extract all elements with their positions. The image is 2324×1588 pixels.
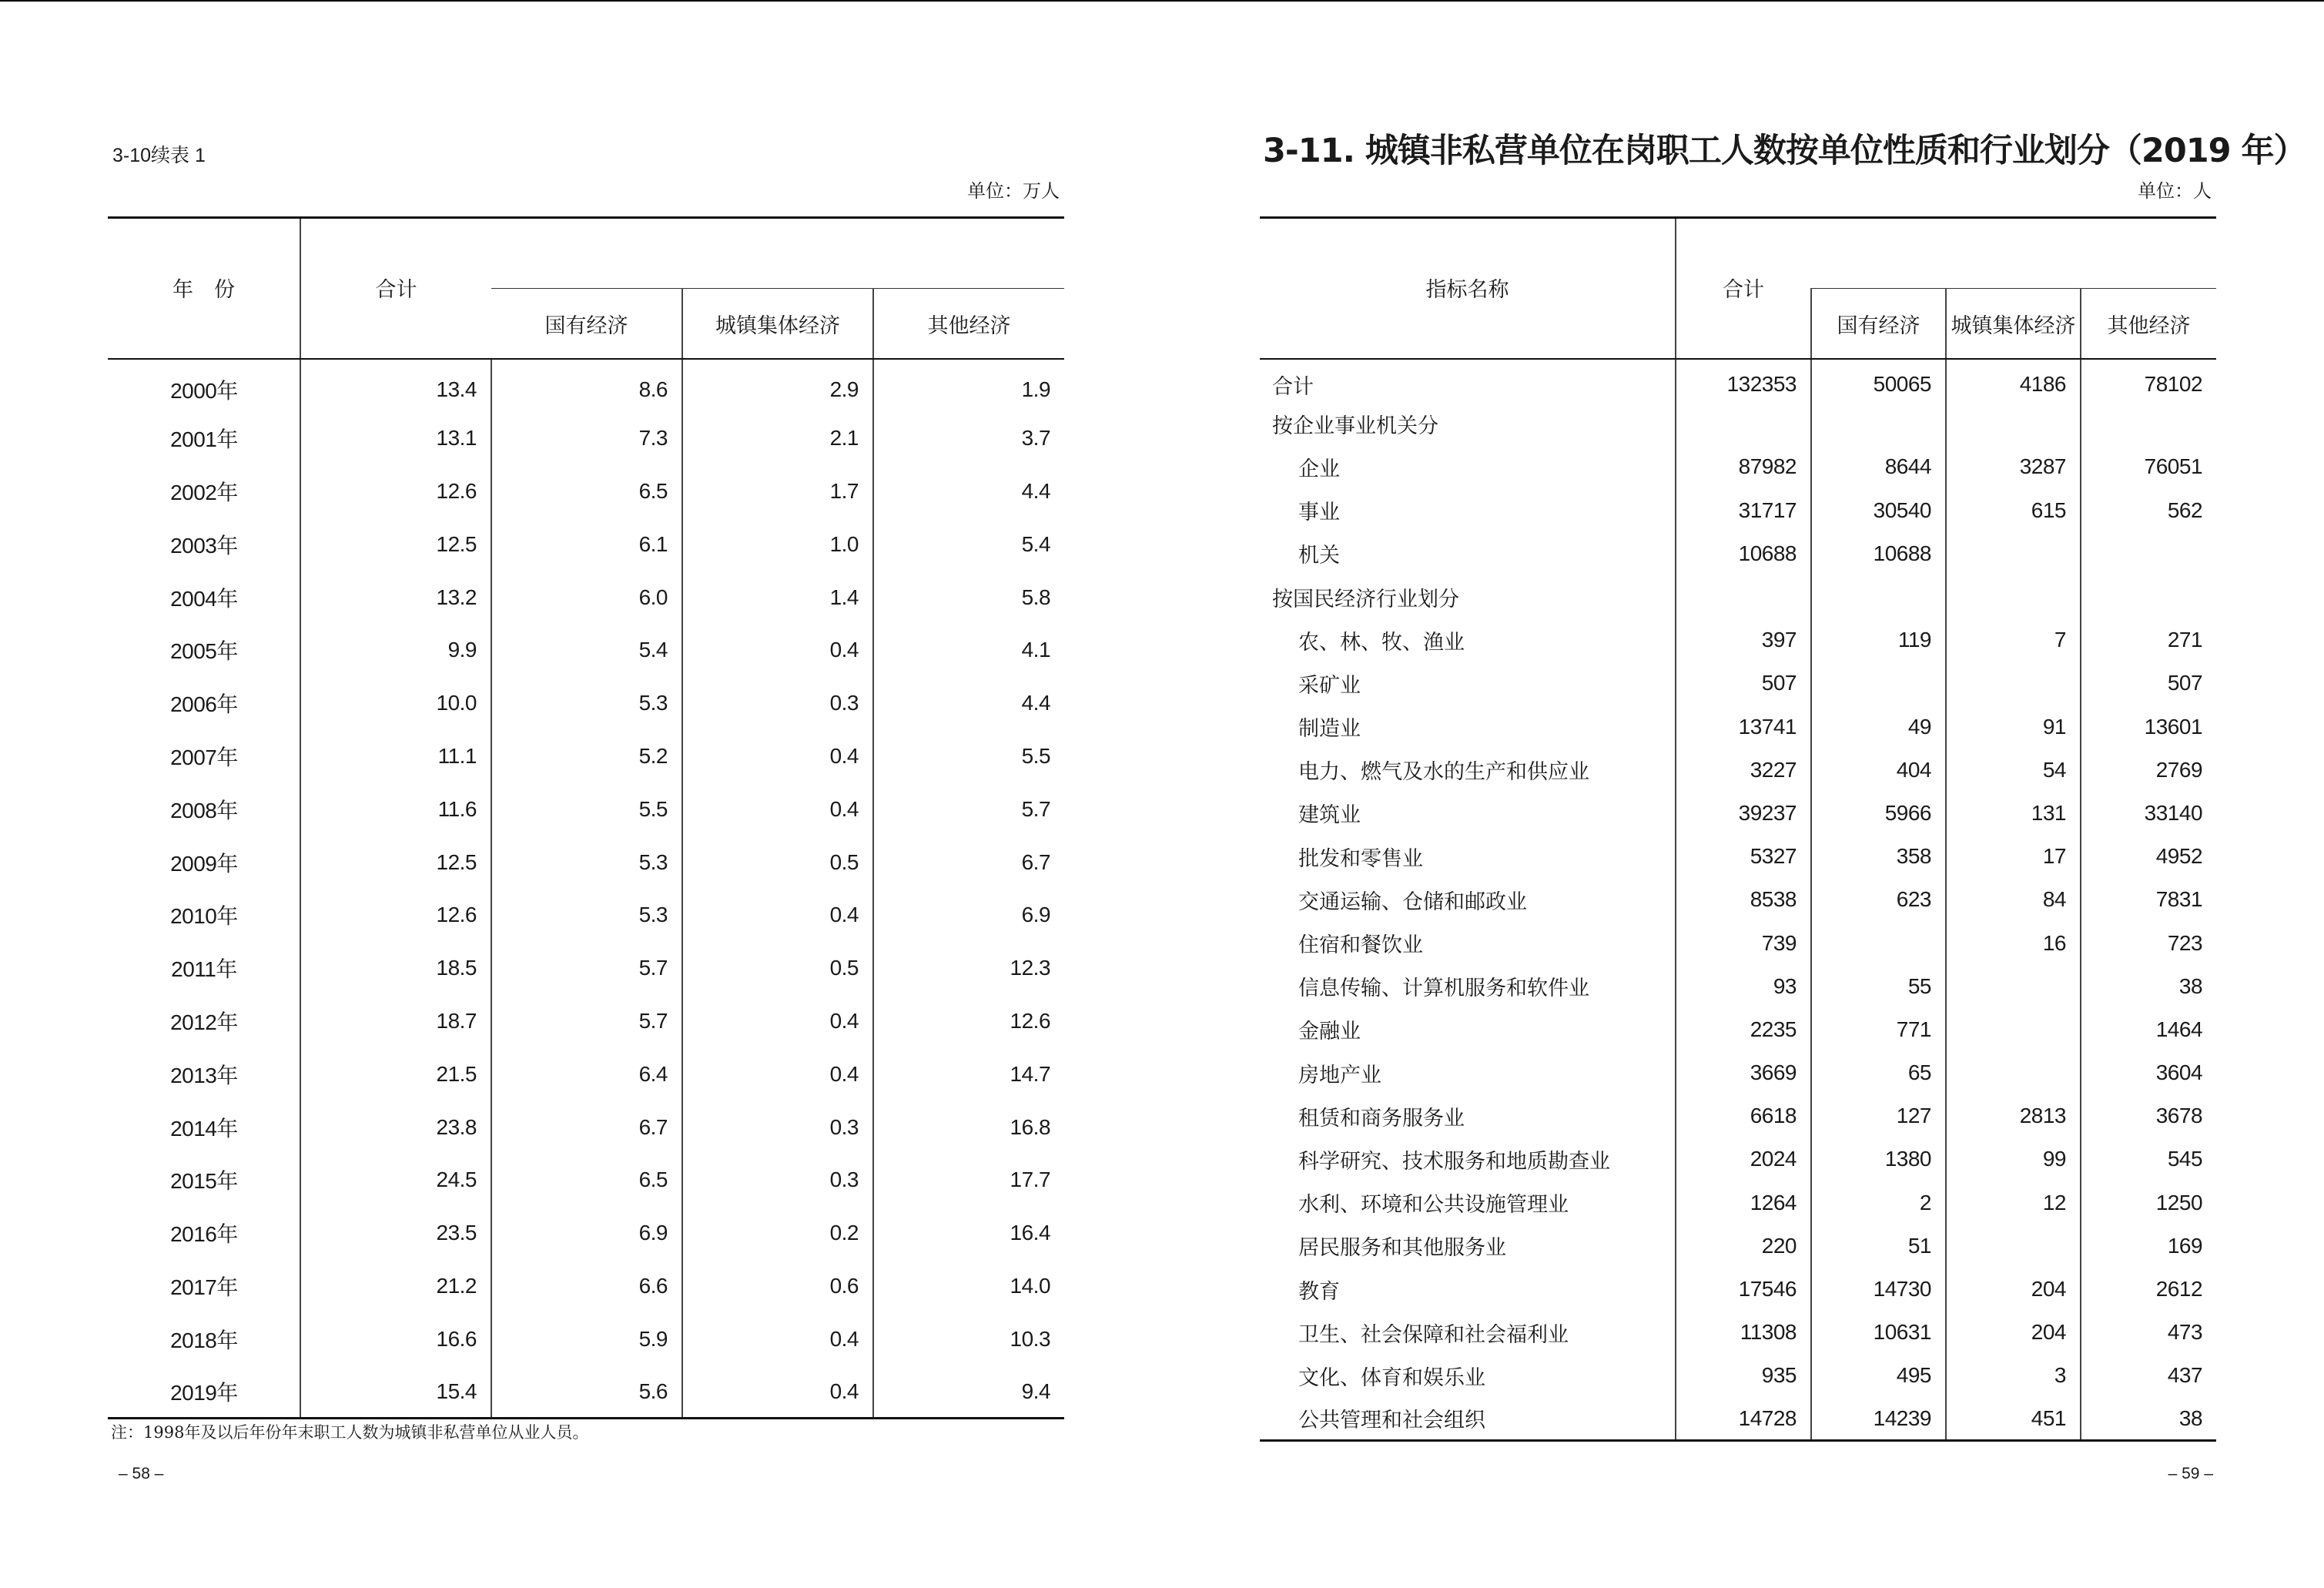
indicator-name-cell: 批发和零售业 [1298,846,1423,871]
total-cell: 39237 [1676,792,1811,835]
other-cell: 3.7 [873,412,1064,465]
other-cell: 1.9 [873,359,1064,412]
total-cell: 11.1 [300,730,491,783]
state-cell: 5.9 [491,1312,682,1365]
other-cell [2081,575,2216,618]
other-cell [2081,402,2216,445]
table-subtitle: 3-10续表 1 [112,145,206,166]
indicator-name-cell: 公共管理和社会组织 [1298,1409,1485,1433]
other-cell: 545 [2081,1137,2216,1181]
table-row [108,1207,1064,1260]
table-row [1260,359,2216,402]
total-cell: 1264 [1676,1181,1811,1225]
table-row [108,1047,1064,1101]
left-table-body [108,359,1064,1419]
state-cell: 2 [1811,1181,1946,1225]
year-cell: 2010年 [170,904,238,929]
indicator-name-cell: 企业 [1298,457,1340,481]
indicator-name-cell: 按国民经济行业划分 [1272,587,1459,611]
year-cell: 2005年 [170,639,238,664]
state-cell: 49 [1811,705,1946,749]
state-cell: 5.7 [491,995,682,1048]
total-cell: 13.1 [300,412,491,465]
state-cell: 623 [1811,878,1946,921]
collective-cell [1946,1008,2081,1051]
collective-cell: 17 [1946,835,2081,878]
table-row [1260,1181,2216,1225]
year-cell: 2013年 [170,1063,238,1087]
indicator-name-cell: 农、林、牧、渔业 [1298,630,1465,655]
total-cell: 2024 [1676,1137,1811,1181]
collective-cell [1946,965,2081,1008]
collective-cell [1946,575,2081,618]
unit-label: 单位：万人 [967,180,1060,202]
state-cell: 6.5 [491,1154,682,1207]
collective-cell: 91 [1946,705,2081,749]
collective-cell: 0.4 [682,1365,873,1419]
other-cell: 1464 [2081,1008,2216,1051]
state-cell: 495 [1811,1354,1946,1397]
state-cell: 1380 [1811,1137,1946,1181]
year-cell: 2000年 [170,379,238,404]
collective-cell: 0.3 [682,677,873,730]
state-cell: 358 [1811,835,1946,878]
state-cell: 50065 [1811,359,1946,402]
collective-cell: 3287 [1946,445,2081,488]
collective-cell: 2.9 [682,359,873,412]
year-cell: 2019年 [170,1380,238,1405]
header-total: 合计 [300,218,491,360]
collective-cell [1946,1051,2081,1094]
table-row [108,1260,1064,1313]
table-row [1260,878,2216,921]
collective-cell: 0.4 [682,995,873,1048]
table-row [108,571,1064,624]
state-cell: 6.5 [491,465,682,518]
state-cell: 6.7 [491,1101,682,1154]
state-cell: 5966 [1811,792,1946,835]
other-cell: 78102 [2081,359,2216,402]
other-cell: 1250 [2081,1181,2216,1225]
other-cell: 169 [2081,1225,2216,1268]
indicator-name-cell: 信息传输、计算机服务和软件业 [1298,977,1589,1001]
table-row [1260,1094,2216,1137]
collective-cell [1946,662,2081,705]
table-row [1260,575,2216,618]
collective-cell: 131 [1946,792,2081,835]
other-cell: 33140 [2081,792,2216,835]
other-cell: 16.4 [873,1207,1064,1260]
table-row [1260,402,2216,445]
total-cell: 397 [1676,618,1811,662]
table-row [1260,1311,2216,1354]
total-cell: 15.4 [300,1365,491,1419]
collective-cell: 0.4 [682,624,873,677]
state-cell: 771 [1811,1008,1946,1051]
state-cell: 5.6 [491,1365,682,1419]
header-total-right: 合计 [1676,218,1811,360]
indicator-name-cell: 建筑业 [1298,803,1361,828]
header-other-right: 其他经济 [2081,289,2216,360]
other-cell: 2612 [2081,1268,2216,1311]
table-row [1260,1008,2216,1051]
footnote: 注：1998年及以后年份年末职工人数为城镇非私营单位从业人员。 [111,1423,589,1442]
other-cell: 5.4 [873,518,1064,571]
total-cell: 11.6 [300,782,491,836]
table-row [108,359,1064,412]
collective-cell: 0.3 [682,1101,873,1154]
total-cell: 12.5 [300,518,491,571]
collective-cell: 12 [1946,1181,2081,1225]
state-cell: 10631 [1811,1311,1946,1354]
state-cell [1811,575,1946,618]
table-row [108,412,1064,465]
total-cell: 13.4 [300,359,491,412]
employment-by-year-table [108,216,1064,1419]
total-cell: 18.7 [300,995,491,1048]
collective-cell: 99 [1946,1137,2081,1181]
table-row [1260,965,2216,1008]
total-cell: 8538 [1676,878,1811,921]
indicator-name-cell: 金融业 [1298,1020,1361,1044]
year-cell: 2009年 [170,851,238,876]
total-cell: 3227 [1676,749,1811,792]
other-cell: 7831 [2081,878,2216,921]
table-row [1260,921,2216,964]
total-cell: 10.0 [300,677,491,730]
total-cell: 13.2 [300,571,491,624]
employment-by-industry-table [1260,216,2216,1442]
other-cell: 437 [2081,1354,2216,1397]
collective-cell: 0.4 [682,889,873,942]
table-row [108,782,1064,836]
table-row [1260,662,2216,705]
header-spacer [491,218,1064,289]
state-cell [1811,921,1946,964]
state-cell [1811,402,1946,445]
collective-cell: 204 [1946,1268,2081,1311]
other-cell: 562 [2081,489,2216,532]
table-row [108,624,1064,677]
state-cell: 30540 [1811,489,1946,532]
collective-cell [1946,402,2081,445]
total-cell: 9.9 [300,624,491,677]
state-cell: 127 [1811,1094,1946,1137]
table-row [1260,792,2216,835]
year-cell: 2001年 [170,427,238,452]
total-cell: 739 [1676,921,1811,964]
table-row [1260,1268,2216,1311]
table-row [1260,705,2216,749]
year-cell: 2017年 [170,1275,238,1299]
collective-cell: 2813 [1946,1094,2081,1137]
indicator-name-cell: 采矿业 [1298,673,1361,698]
collective-cell: 615 [1946,489,2081,532]
other-cell: 3604 [2081,1051,2216,1094]
other-cell: 4.1 [873,624,1064,677]
total-cell: 2235 [1676,1008,1811,1051]
collective-cell: 451 [1946,1398,2081,1441]
state-cell: 10688 [1811,532,1946,575]
table-row [108,889,1064,942]
total-cell [1676,575,1811,618]
state-cell: 5.4 [491,624,682,677]
year-cell: 2014年 [170,1116,238,1141]
indicator-name-cell: 租赁和商务服务业 [1298,1106,1465,1131]
state-cell: 5.2 [491,730,682,783]
state-cell: 65 [1811,1051,1946,1094]
state-cell: 55 [1811,965,1946,1008]
page-number-right: – 59 – [2168,1465,2213,1482]
table-row [1260,1051,2216,1094]
unit-label-right: 单位：人 [2138,180,2212,202]
total-cell: 132353 [1676,359,1811,402]
collective-cell: 1.0 [682,518,873,571]
indicator-name-cell: 住宿和餐饮业 [1298,933,1423,958]
state-cell [1811,662,1946,705]
indicator-name-cell: 科学研究、技术服务和地质勘查业 [1298,1149,1610,1174]
other-cell: 38 [2081,1398,2216,1441]
other-cell: 4952 [2081,835,2216,878]
state-cell: 6.4 [491,1047,682,1101]
state-cell: 6.6 [491,1260,682,1313]
other-cell: 473 [2081,1311,2216,1354]
table-row [1260,1225,2216,1268]
total-cell [1676,402,1811,445]
other-cell: 17.7 [873,1154,1064,1207]
other-cell: 5.5 [873,730,1064,783]
state-cell: 5.3 [491,677,682,730]
year-cell: 2007年 [170,745,238,769]
header-spacer-right [1811,218,2216,289]
table-row [1260,1137,2216,1181]
total-cell: 12.6 [300,889,491,942]
year-cell: 2008年 [170,798,238,822]
collective-cell: 7 [1946,618,2081,662]
indicator-name-cell: 事业 [1298,501,1340,525]
indicator-name-cell: 制造业 [1298,717,1361,742]
other-cell: 14.0 [873,1260,1064,1313]
table-row [108,836,1064,889]
indicator-name-cell: 电力、燃气及水的生产和供应业 [1298,760,1589,785]
table-row [108,677,1064,730]
collective-cell: 0.4 [682,730,873,783]
collective-cell: 2.1 [682,412,873,465]
total-cell: 87982 [1676,445,1811,488]
table-row [1260,618,2216,662]
table-row [108,1101,1064,1154]
total-cell: 17546 [1676,1268,1811,1311]
table-row [108,1365,1064,1419]
total-cell: 18.5 [300,942,491,995]
other-cell: 6.7 [873,836,1064,889]
other-cell: 14.7 [873,1047,1064,1101]
state-cell: 119 [1811,618,1946,662]
other-cell: 4.4 [873,465,1064,518]
other-cell: 271 [2081,618,2216,662]
other-cell: 5.7 [873,782,1064,836]
indicator-name-cell: 合计 [1272,374,1314,399]
state-cell: 14730 [1811,1268,1946,1311]
indicator-name-cell: 机关 [1298,544,1340,568]
state-cell: 5.5 [491,782,682,836]
total-cell: 16.6 [300,1312,491,1365]
collective-cell: 0.4 [682,782,873,836]
table-row [108,465,1064,518]
header-collective: 城镇集体经济 [682,289,873,360]
total-cell: 13741 [1676,705,1811,749]
state-cell: 5.3 [491,836,682,889]
other-cell: 38 [2081,965,2216,1008]
other-cell: 507 [2081,662,2216,705]
year-cell: 2011年 [171,957,237,982]
total-cell: 220 [1676,1225,1811,1268]
table-row [108,730,1064,783]
total-cell: 935 [1676,1354,1811,1397]
table-row [1260,445,2216,488]
collective-cell: 0.5 [682,942,873,995]
collective-cell: 1.7 [682,465,873,518]
other-cell: 723 [2081,921,2216,964]
total-cell: 24.5 [300,1154,491,1207]
total-cell: 93 [1676,965,1811,1008]
state-cell: 5.7 [491,942,682,995]
state-cell: 8.6 [491,359,682,412]
header-collective-right: 城镇集体经济 [1946,289,2081,360]
state-cell: 6.9 [491,1207,682,1260]
table-row [108,942,1064,995]
collective-cell: 54 [1946,749,2081,792]
other-cell: 76051 [2081,445,2216,488]
table-row [1260,1354,2216,1397]
total-cell: 11308 [1676,1311,1811,1354]
year-cell: 2004年 [170,586,238,611]
collective-cell: 0.4 [682,1047,873,1101]
total-cell: 31717 [1676,489,1811,532]
year-cell: 2018年 [170,1328,238,1352]
collective-cell: 0.4 [682,1312,873,1365]
total-cell: 507 [1676,662,1811,705]
other-cell: 12.6 [873,995,1064,1048]
state-cell: 14239 [1811,1398,1946,1441]
indicator-name-cell: 居民服务和其他服务业 [1298,1236,1506,1261]
indicator-name-cell: 按企业事业机关分 [1272,414,1438,438]
state-cell: 7.3 [491,412,682,465]
state-cell: 6.0 [491,571,682,624]
indicator-name-cell: 卫生、社会保障和社会福利业 [1298,1322,1569,1347]
collective-cell [1946,532,2081,575]
table-row [108,1312,1064,1365]
other-cell: 3678 [2081,1094,2216,1137]
total-cell: 12.6 [300,465,491,518]
table-row [1260,532,2216,575]
other-cell: 12.3 [873,942,1064,995]
other-cell: 6.9 [873,889,1064,942]
collective-cell: 0.2 [682,1207,873,1260]
table-row [108,1154,1064,1207]
collective-cell: 4186 [1946,359,2081,402]
other-cell: 5.8 [873,571,1064,624]
collective-cell: 0.3 [682,1154,873,1207]
header-name: 指标名称 [1260,218,1676,360]
table-row [1260,749,2216,792]
total-cell: 10688 [1676,532,1811,575]
page-title: 3-11. 城镇非私营单位在岗职工人数按单位性质和行业划分（2019 年） [1263,132,2306,170]
year-cell: 2002年 [170,480,238,504]
total-cell: 23.5 [300,1207,491,1260]
collective-cell: 204 [1946,1311,2081,1354]
collective-cell: 1.4 [682,571,873,624]
total-cell: 3669 [1676,1051,1811,1094]
state-cell: 6.1 [491,518,682,571]
page-number-left: – 58 – [119,1465,164,1482]
total-cell: 5327 [1676,835,1811,878]
total-cell: 12.5 [300,836,491,889]
other-cell: 4.4 [873,677,1064,730]
other-cell: 9.4 [873,1365,1064,1419]
indicator-name-cell: 教育 [1298,1279,1340,1304]
year-cell: 2003年 [170,533,238,558]
indicator-name-cell: 交通运输、仓储和邮政业 [1298,889,1527,914]
header-year: 年 份 [108,218,300,360]
total-cell: 14728 [1676,1398,1811,1441]
collective-cell: 0.5 [682,836,873,889]
table-row [1260,835,2216,878]
total-cell: 21.5 [300,1047,491,1101]
other-cell: 10.3 [873,1312,1064,1365]
collective-cell: 16 [1946,921,2081,964]
year-cell: 2016年 [170,1222,238,1247]
other-cell [2081,532,2216,575]
indicator-name-cell: 水利、环境和公共设施管理业 [1298,1193,1569,1218]
total-cell: 23.8 [300,1101,491,1154]
year-cell: 2006年 [170,692,238,717]
collective-cell: 84 [1946,878,2081,921]
table-row [1260,489,2216,532]
total-cell: 6618 [1676,1094,1811,1137]
state-cell: 5.3 [491,889,682,942]
header-other: 其他经济 [873,289,1064,360]
table-row [108,518,1064,571]
other-cell: 13601 [2081,705,2216,749]
collective-cell [1946,1225,2081,1268]
indicator-name-cell: 文化、体育和娱乐业 [1298,1365,1485,1390]
year-cell: 2015年 [170,1169,238,1194]
state-cell: 8644 [1811,445,1946,488]
other-cell: 2769 [2081,749,2216,792]
top-border-line [0,0,2324,2]
other-cell: 16.8 [873,1101,1064,1154]
year-cell: 2012年 [170,1010,238,1034]
header-state: 国有经济 [491,289,682,360]
table-row [108,995,1064,1048]
indicator-name-cell: 房地产业 [1298,1063,1381,1087]
state-cell: 404 [1811,749,1946,792]
right-table-body [1260,359,2216,1441]
collective-cell: 0.6 [682,1260,873,1313]
table-row [1260,1398,2216,1441]
collective-cell: 3 [1946,1354,2081,1397]
total-cell: 21.2 [300,1260,491,1313]
state-cell: 51 [1811,1225,1946,1268]
header-state-right: 国有经济 [1811,289,1946,360]
